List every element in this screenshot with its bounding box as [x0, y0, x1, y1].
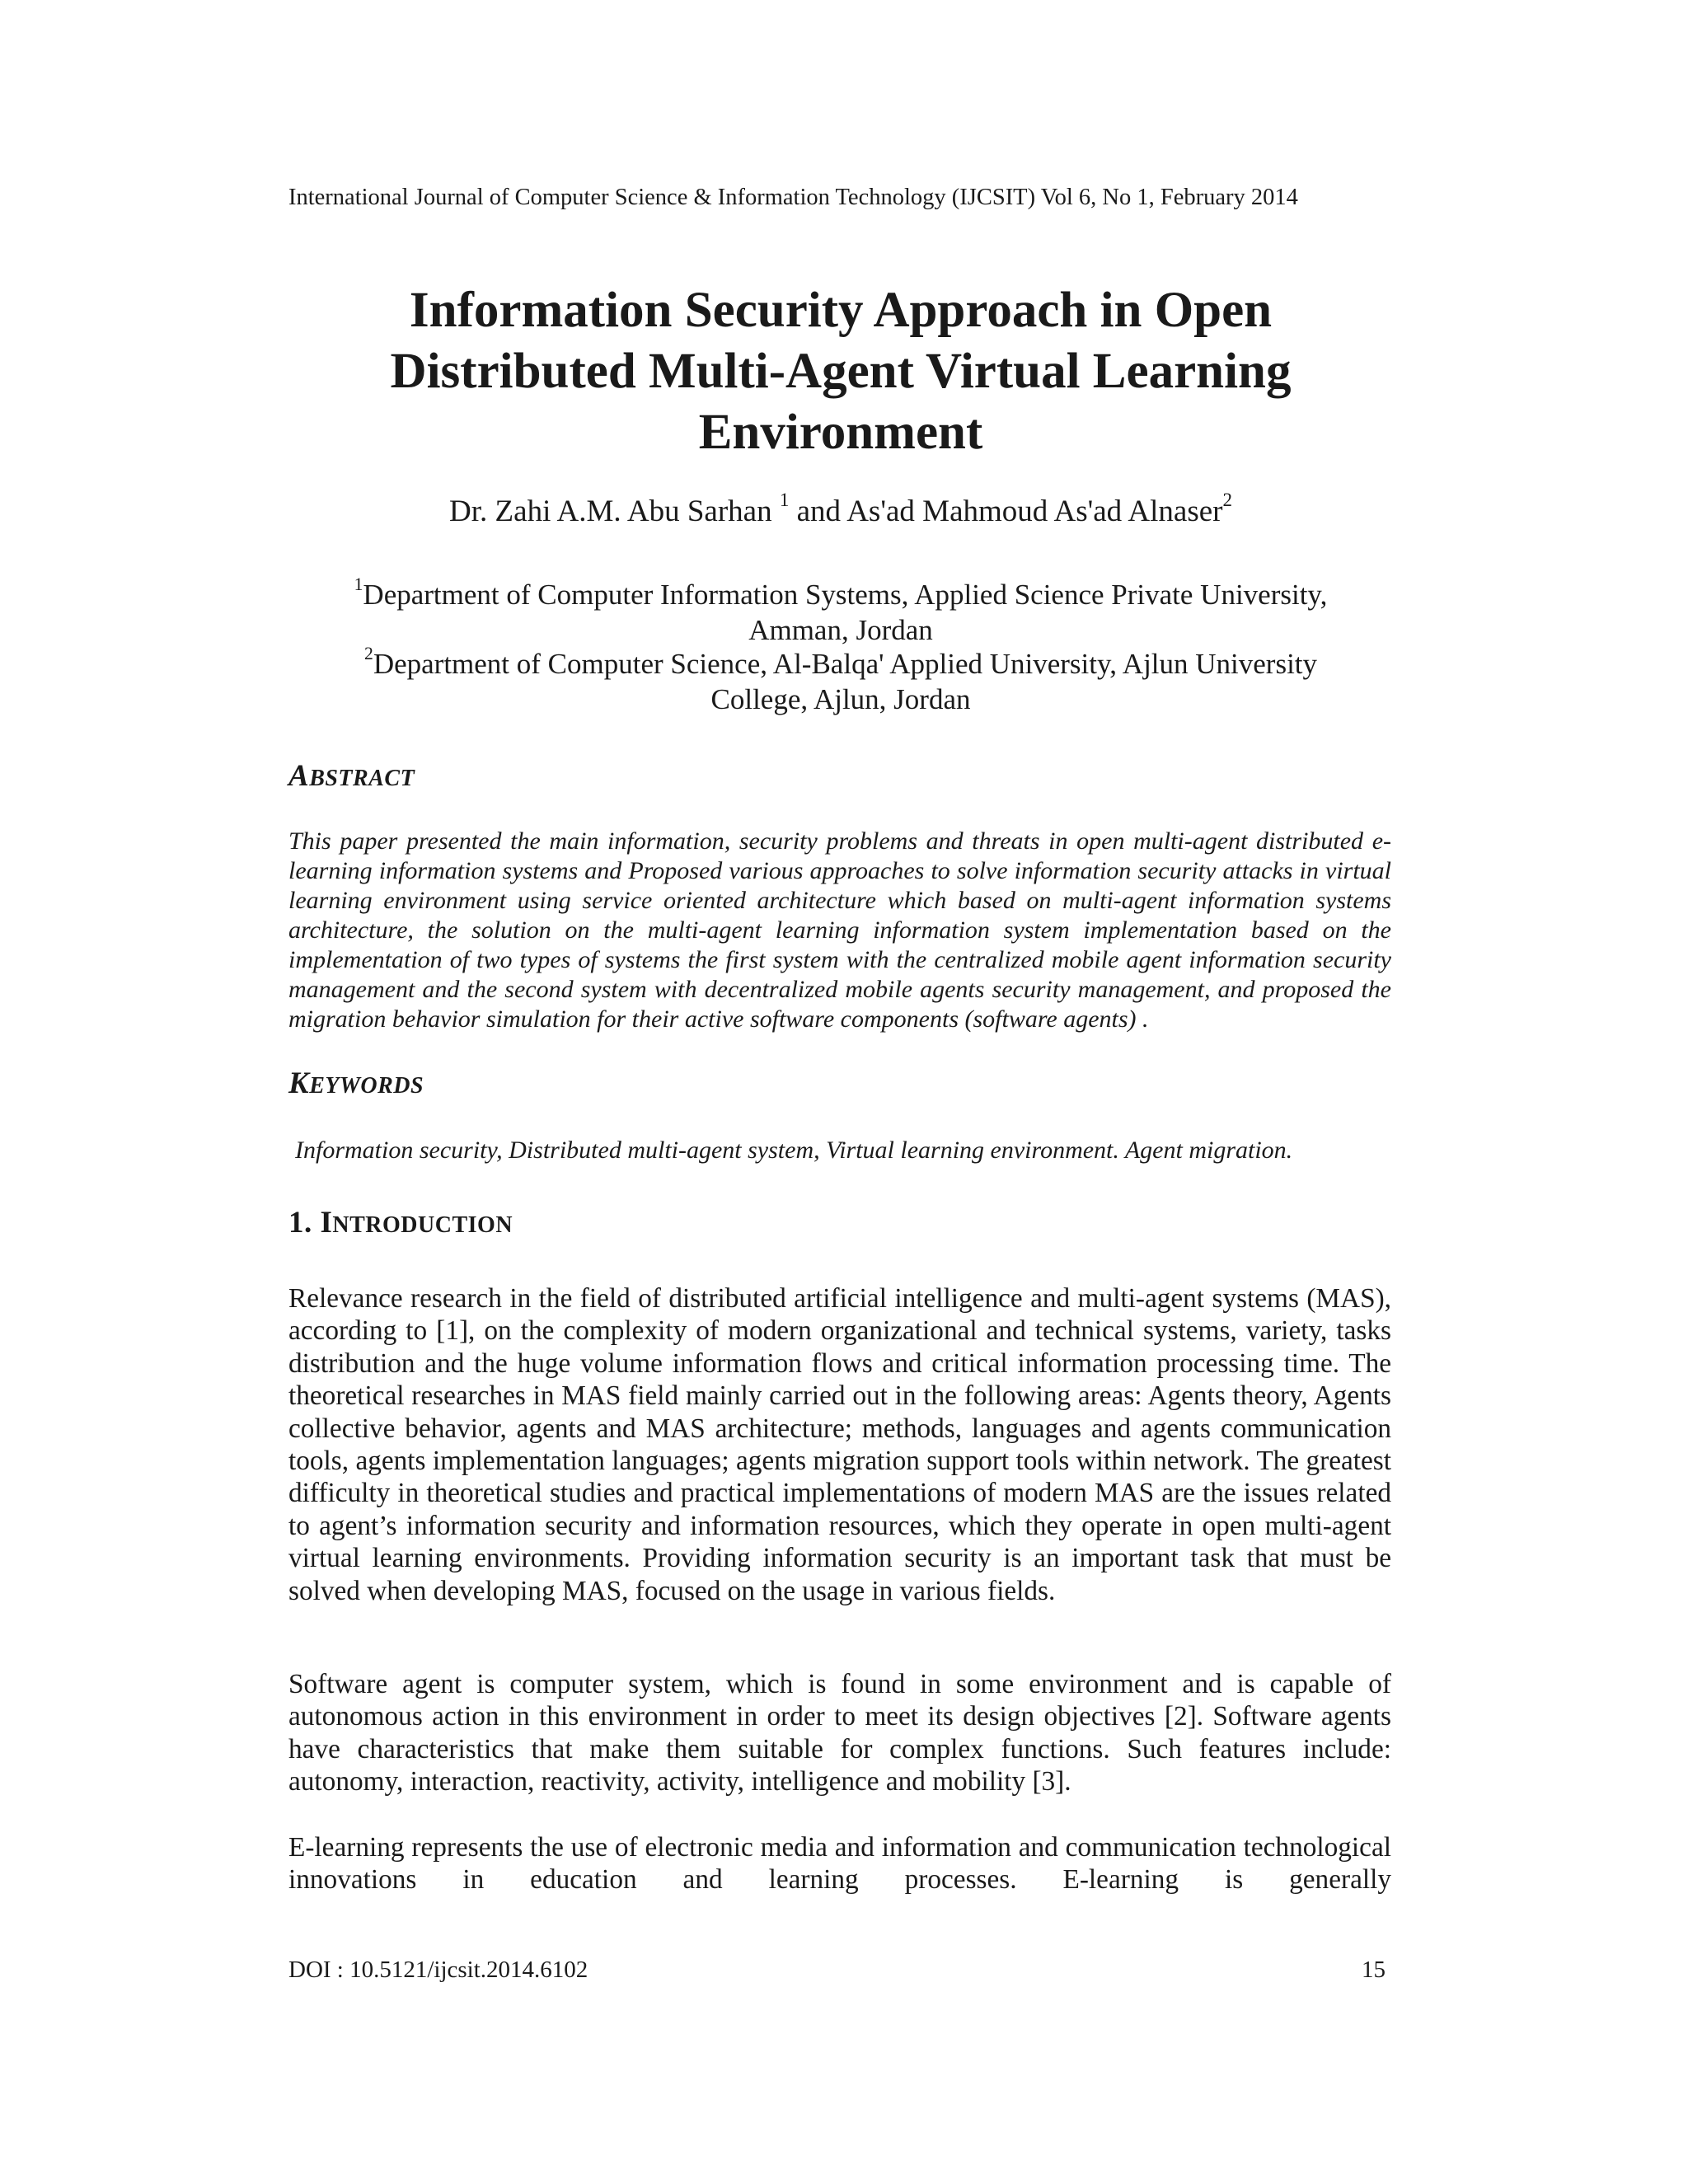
- affiliation-2-line-2: College, Ajlun, Jordan: [710, 683, 971, 715]
- affiliation-2-mark: 2: [363, 644, 373, 664]
- keywords-heading: [288, 1067, 424, 1103]
- intro-paragraph-1: Relevance research in the field of distributed artificial intelligence and multi-agent systems (MAS), according to [1], on the complexity of modern organizational and technical systems, variety, tasks distribution and the huge volume information flows and critical information processing time. The theoretical researches in MAS field mainly carried out in the following areas: Agents theory, Agents collective behavior, agents and MAS architecture; methods, languages and agents communication tools, agents implementation languages; agents migration support tools within network. The greatest difficulty in theoretical studies and practical implementations of modern MAS are the issues related to agent’s information security and information resources, which they operate in open multi-agent virtual learning environments. Providing information security is an important task that must be solved when developing MAS, focused on the usage in various fields.: [288, 1283, 1391, 1606]
- introduction-number: 1.: [288, 1206, 321, 1240]
- abstract-heading-rest: BSTRACT: [309, 766, 415, 791]
- journal-header: International Journal of Computer Science & Information Technology (IJCSIT) Vol 6, No 1, February 2014: [288, 185, 1298, 210]
- author-list: [288, 490, 1393, 531]
- footer-doi: DOI : 10.5121/ijcsit.2014.6102: [288, 1957, 588, 1983]
- introduction-heading-rest: NTRODUCTION: [332, 1212, 513, 1238]
- affiliation-1-line-1: [272, 574, 1409, 612]
- intro-paragraph-3: E-learning represents the use of electronic media and information and communication technological innovations in education and learning processes. E-learning is generally: [288, 1832, 1391, 1896]
- author-1-name: Dr. Zahi A.M. Abu Sarhan: [449, 494, 772, 528]
- author-2-name: and As'ad Mahmoud As'ad Alnaser: [789, 494, 1223, 528]
- keywords-heading-initial: K: [288, 1066, 310, 1100]
- abstract-heading: [288, 760, 415, 795]
- page-number: 15: [1362, 1957, 1386, 1983]
- paper-title: [288, 280, 1393, 463]
- abstract-text: This paper presented the main information, security problems and threats in open multi-agent distributed e-learning information systems and Proposed various approaches to solve information security attacks in virtual learning environment using service oriented architecture which based on multi-agent information systems architecture, the solution on the multi-agent learning information system implementation based on the implementation of two types of systems the first system with the centralized mobile agent information security management and the second system with decentralized mobile agents security management, and proposed the migration behavior simulation for their active software components (software agents) .: [288, 827, 1391, 1033]
- author-2-affiliation-mark: 2: [1222, 490, 1232, 511]
- affiliation-1-mark: 1: [354, 574, 363, 595]
- title-line-1: Information Security Approach in Open: [409, 283, 1273, 338]
- intro-paragraph-2: Software agent is computer system, which is found in some environment and is capable of autonomous action in this environment in order to meet its design objectives [2]. Software agents have characteristics that make them suitable for complex functions. Such features include: autonomy, interaction, reactivity, activity, intelligence and mobility [3].: [288, 1669, 1391, 1797]
- title-line-2: Distributed Multi-Agent Virtual Learning: [390, 344, 1292, 399]
- affiliation-2-text: Department of Computer Science, Al-Balqa' Applied University, Ajlun University: [373, 648, 1318, 680]
- keywords-heading-rest: EYWORDS: [309, 1073, 424, 1099]
- introduction-heading-initial: I: [320, 1206, 333, 1240]
- abstract-heading-initial: A: [288, 759, 310, 793]
- affiliation-1-line-2: Amman, Jordan: [748, 614, 933, 646]
- title-line-3: Environment: [698, 405, 983, 460]
- introduction-heading: [288, 1207, 513, 1242]
- affiliation-2-line-1: [272, 646, 1409, 682]
- affiliation-2: [272, 646, 1409, 717]
- affiliation-1: [272, 574, 1409, 648]
- author-1-affiliation-mark: 1: [779, 490, 790, 511]
- keywords-text: Information security, Distributed multi-agent system, Virtual learning environment. Agent migration.: [295, 1137, 1293, 1164]
- affiliation-1-text: Department of Computer Information Systems, Applied Science Private University,: [363, 579, 1328, 611]
